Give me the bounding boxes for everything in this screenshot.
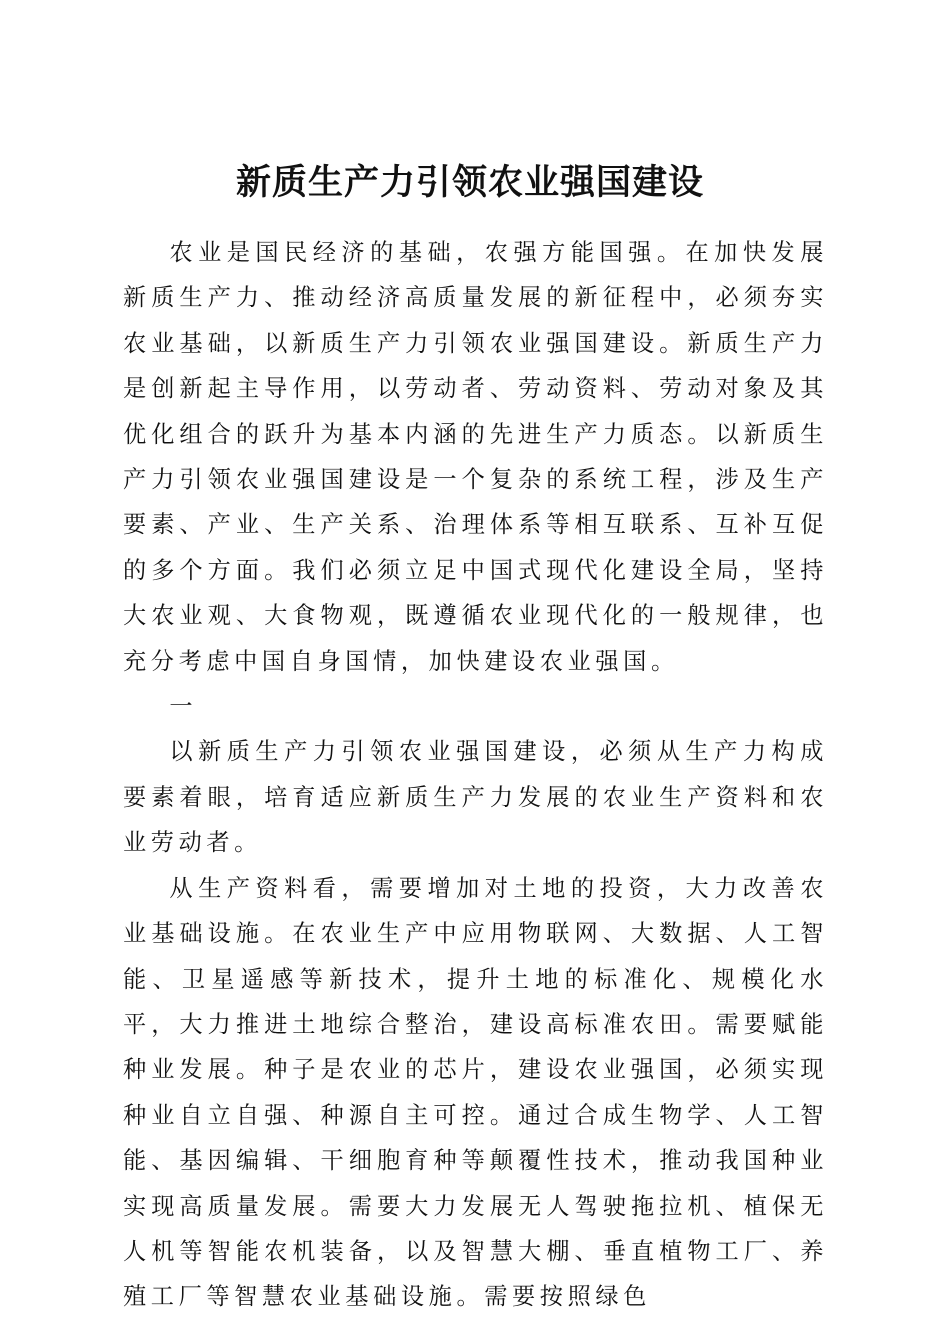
document-title: 新质生产力引领农业强国建设	[235, 162, 704, 204]
document-body	[123, 230, 828, 1320]
section-one-lead-paragraph: 以新质生产力引领农业强国建设，必须从生产力构成要素着眼，培育适应新质生产力发展的农业生产资料和农业劳动者。	[123, 738, 828, 857]
intro-paragraph: 农业是国民经济的基础，农强方能国强。在加快发展新质生产力、推动经济高质量发展的新征程中，必须夯实农业基础，以新质生产力引领农业强国建设。新质生产力是创新起主导作用，以劳动者、劳动资料、劳动对象及其优化组合的跃升为基本内涵的先进生产力质态。以新质生产力引领农业强国建设是一个复杂的系统工程，涉及生产要素、产业、生产关系、治理体系等相互联系、互补互促的多个方面。我们必须立足中国式现代化建设全局，坚持大农业观、大食物观，既遵循农业现代化的一般规律，也充分考虑中国自身国情，加快建设农业强国。	[123, 239, 828, 675]
section-number-one: 一	[169, 693, 198, 721]
production-materials-paragraph: 从生产资料看，需要增加对土地的投资，大力改善农业基础设施。在农业生产中应用物联网、大数据、人工智能、卫星遥感等新技术，提升土地的标准化、规模化水平，大力推进土地综合整治，建设高标准农田。需要赋能种业发展。种子是农业的芯片，建设农业强国，必须实现种业自立自强、种源自主可控。通过合成生物学、人工智能、基因编辑、干细胞育种等颠覆性技术，推动我国种业实现高质量发展。需要大力发展无人驾驶拖拉机、植保无人机等智能农机装备，以及智慧大棚、垂直植物工厂、养殖工厂等智慧农业基础设施。需要按照绿色	[123, 874, 828, 1311]
